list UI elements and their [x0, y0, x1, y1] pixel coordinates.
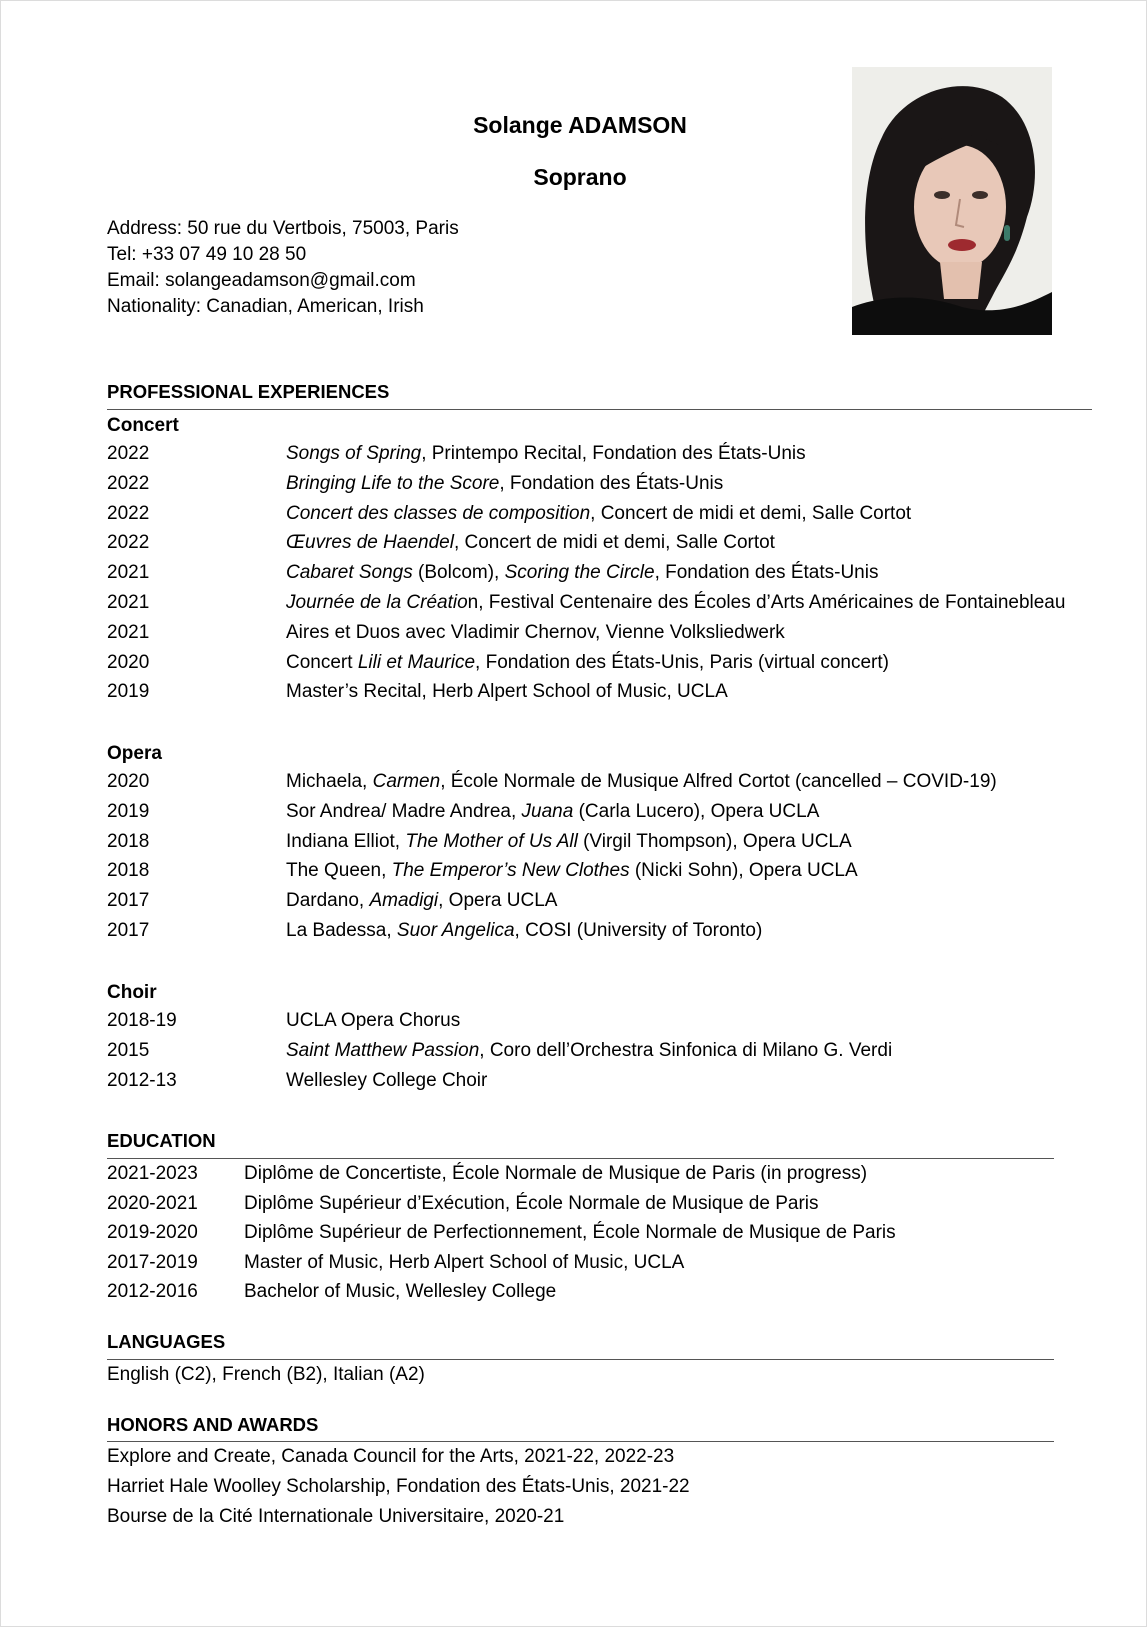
- opera-description: Indiana Elliot, The Mother of Us All (Virgil Thompson), Opera UCLA: [286, 830, 852, 852]
- choir-year: 2018-19: [107, 1010, 177, 1031]
- nationality-line: Nationality: Canadian, American, Irish: [107, 296, 424, 317]
- education-description: Diplôme Supérieur de Perfectionnement, École Normale de Musique de Paris: [244, 1222, 896, 1244]
- opera-year: 2017: [107, 890, 150, 912]
- concert-description: Bringing Life to the Score, Fondation des États-Unis: [286, 472, 724, 494]
- choir-description: Wellesley College Choir: [286, 1069, 488, 1091]
- opera-year: 2017: [107, 919, 150, 941]
- honor-item: Explore and Create, Canada Council for the Arts, 2021-22, 2022-23: [107, 1446, 675, 1467]
- education-description: Bachelor of Music, Wellesley College: [244, 1281, 557, 1303]
- concert-year: 2021: [107, 591, 150, 613]
- concert-year: 2022: [107, 472, 150, 494]
- opera-year: 2018: [107, 830, 150, 852]
- education-description: Diplôme de Concertiste, École Normale de Musique de Paris (in progress): [244, 1163, 868, 1184]
- concert-description: Concert des classes de composition, Concert de midi et demi, Salle Cortot: [286, 502, 912, 524]
- section-title-professional: PROFESSIONAL EXPERIENCES: [107, 381, 390, 402]
- education-year: 2020-2021: [107, 1192, 198, 1214]
- concert-year: 2022: [107, 502, 150, 524]
- portrait-illustration: [852, 67, 1052, 335]
- candidate-role: Soprano: [533, 164, 627, 190]
- concert-year: 2021: [107, 562, 150, 584]
- concert-description: Concert Lili et Maurice, Fondation des États-Unis, Paris (virtual concert): [286, 651, 889, 673]
- section-title-languages: LANGUAGES: [107, 1331, 226, 1352]
- section-title-honors: HONORS AND AWARDS: [107, 1414, 319, 1435]
- section-rule: [107, 1158, 1054, 1159]
- concert-description: Œuvres de Haendel, Concert de midi et demi, Salle Cortot: [286, 532, 775, 554]
- opera-year: 2020: [107, 771, 150, 792]
- opera-description: Dardano, Amadigi, Opera UCLA: [286, 890, 558, 912]
- opera-description: Michaela, Carmen, École Normale de Musique Alfred Cortot (cancelled – COVID-19): [286, 771, 997, 792]
- concert-year: 2022: [107, 443, 150, 464]
- choir-description: UCLA Opera Chorus: [286, 1010, 461, 1031]
- concert-year: 2021: [107, 621, 150, 643]
- education-year: 2019-2020: [107, 1222, 198, 1244]
- section-rule: [107, 409, 1092, 410]
- education-description: Master of Music, Herb Alpert School of Music, UCLA: [244, 1251, 685, 1273]
- choir-year: 2015: [107, 1039, 150, 1061]
- languages-text-block: [107, 1364, 425, 1394]
- candidate-name: Solange ADAMSON: [473, 112, 687, 138]
- education-year: 2012-2016: [107, 1281, 198, 1303]
- section-rule: [107, 1441, 1054, 1442]
- section-rule: [107, 1359, 1054, 1360]
- address-line: Address: 50 rue du Vertbois, 75003, Paris: [107, 218, 459, 239]
- choir-year: 2012-13: [107, 1069, 177, 1091]
- honor-item: Harriet Hale Woolley Scholarship, Fondation des États-Unis, 2021-22: [107, 1476, 690, 1497]
- section-title-education: EDUCATION: [107, 1130, 216, 1151]
- languages-line: English (C2), French (B2), Italian (A2): [107, 1364, 425, 1385]
- education-year: 2017-2019: [107, 1251, 198, 1273]
- opera-description: Sor Andrea/ Madre Andrea, Juana (Carla Lucero), Opera UCLA: [286, 800, 820, 822]
- subsection-opera: Opera: [107, 743, 162, 764]
- concert-year: 2022: [107, 532, 150, 554]
- concert-description: Aires et Duos avec Vladimir Chernov, Vienne Volksliedwerk: [286, 621, 785, 643]
- concert-year: 2020: [107, 651, 150, 673]
- concert-description: Cabaret Songs (Bolcom), Scoring the Circle, Fondation des États-Unis: [286, 562, 879, 584]
- choir-description: Saint Matthew Passion, Coro dell’Orchestra Sinfonica di Milano G. Verdi: [286, 1039, 893, 1061]
- opera-year: 2019: [107, 800, 150, 822]
- concert-description: Master’s Recital, Herb Alpert School of Music, UCLA: [286, 681, 728, 703]
- honors-list: [107, 1446, 690, 1536]
- phone-line: Tel: +33 07 49 10 28 50: [107, 244, 307, 265]
- portrait-photo: [852, 67, 1052, 335]
- opera-year: 2018: [107, 860, 150, 882]
- education-year: 2021-2023: [107, 1163, 198, 1184]
- honor-item: Bourse de la Cité Internationale Universitaire, 2020-21: [107, 1506, 565, 1527]
- opera-description: La Badessa, Suor Angelica, COSI (University of Toronto): [286, 919, 763, 941]
- opera-description: The Queen, The Emperor’s New Clothes (Nicki Sohn), Opera UCLA: [286, 860, 858, 882]
- contact-block: [107, 216, 459, 320]
- email-line: Email: solangeadamson@gmail.com: [107, 270, 416, 291]
- concert-year: 2019: [107, 681, 150, 703]
- education-description: Diplôme Supérieur d’Exécution, École Normale de Musique de Paris: [244, 1192, 819, 1214]
- concert-description: Journée de la Création, Festival Centenaire des Écoles d’Arts Américaines de Fontainebleau: [286, 591, 1066, 613]
- concert-description: Songs of Spring, Printempo Recital, Fondation des États-Unis: [286, 443, 806, 464]
- subsection-choir: Choir: [107, 982, 157, 1003]
- subsection-concert: Concert: [107, 415, 179, 436]
